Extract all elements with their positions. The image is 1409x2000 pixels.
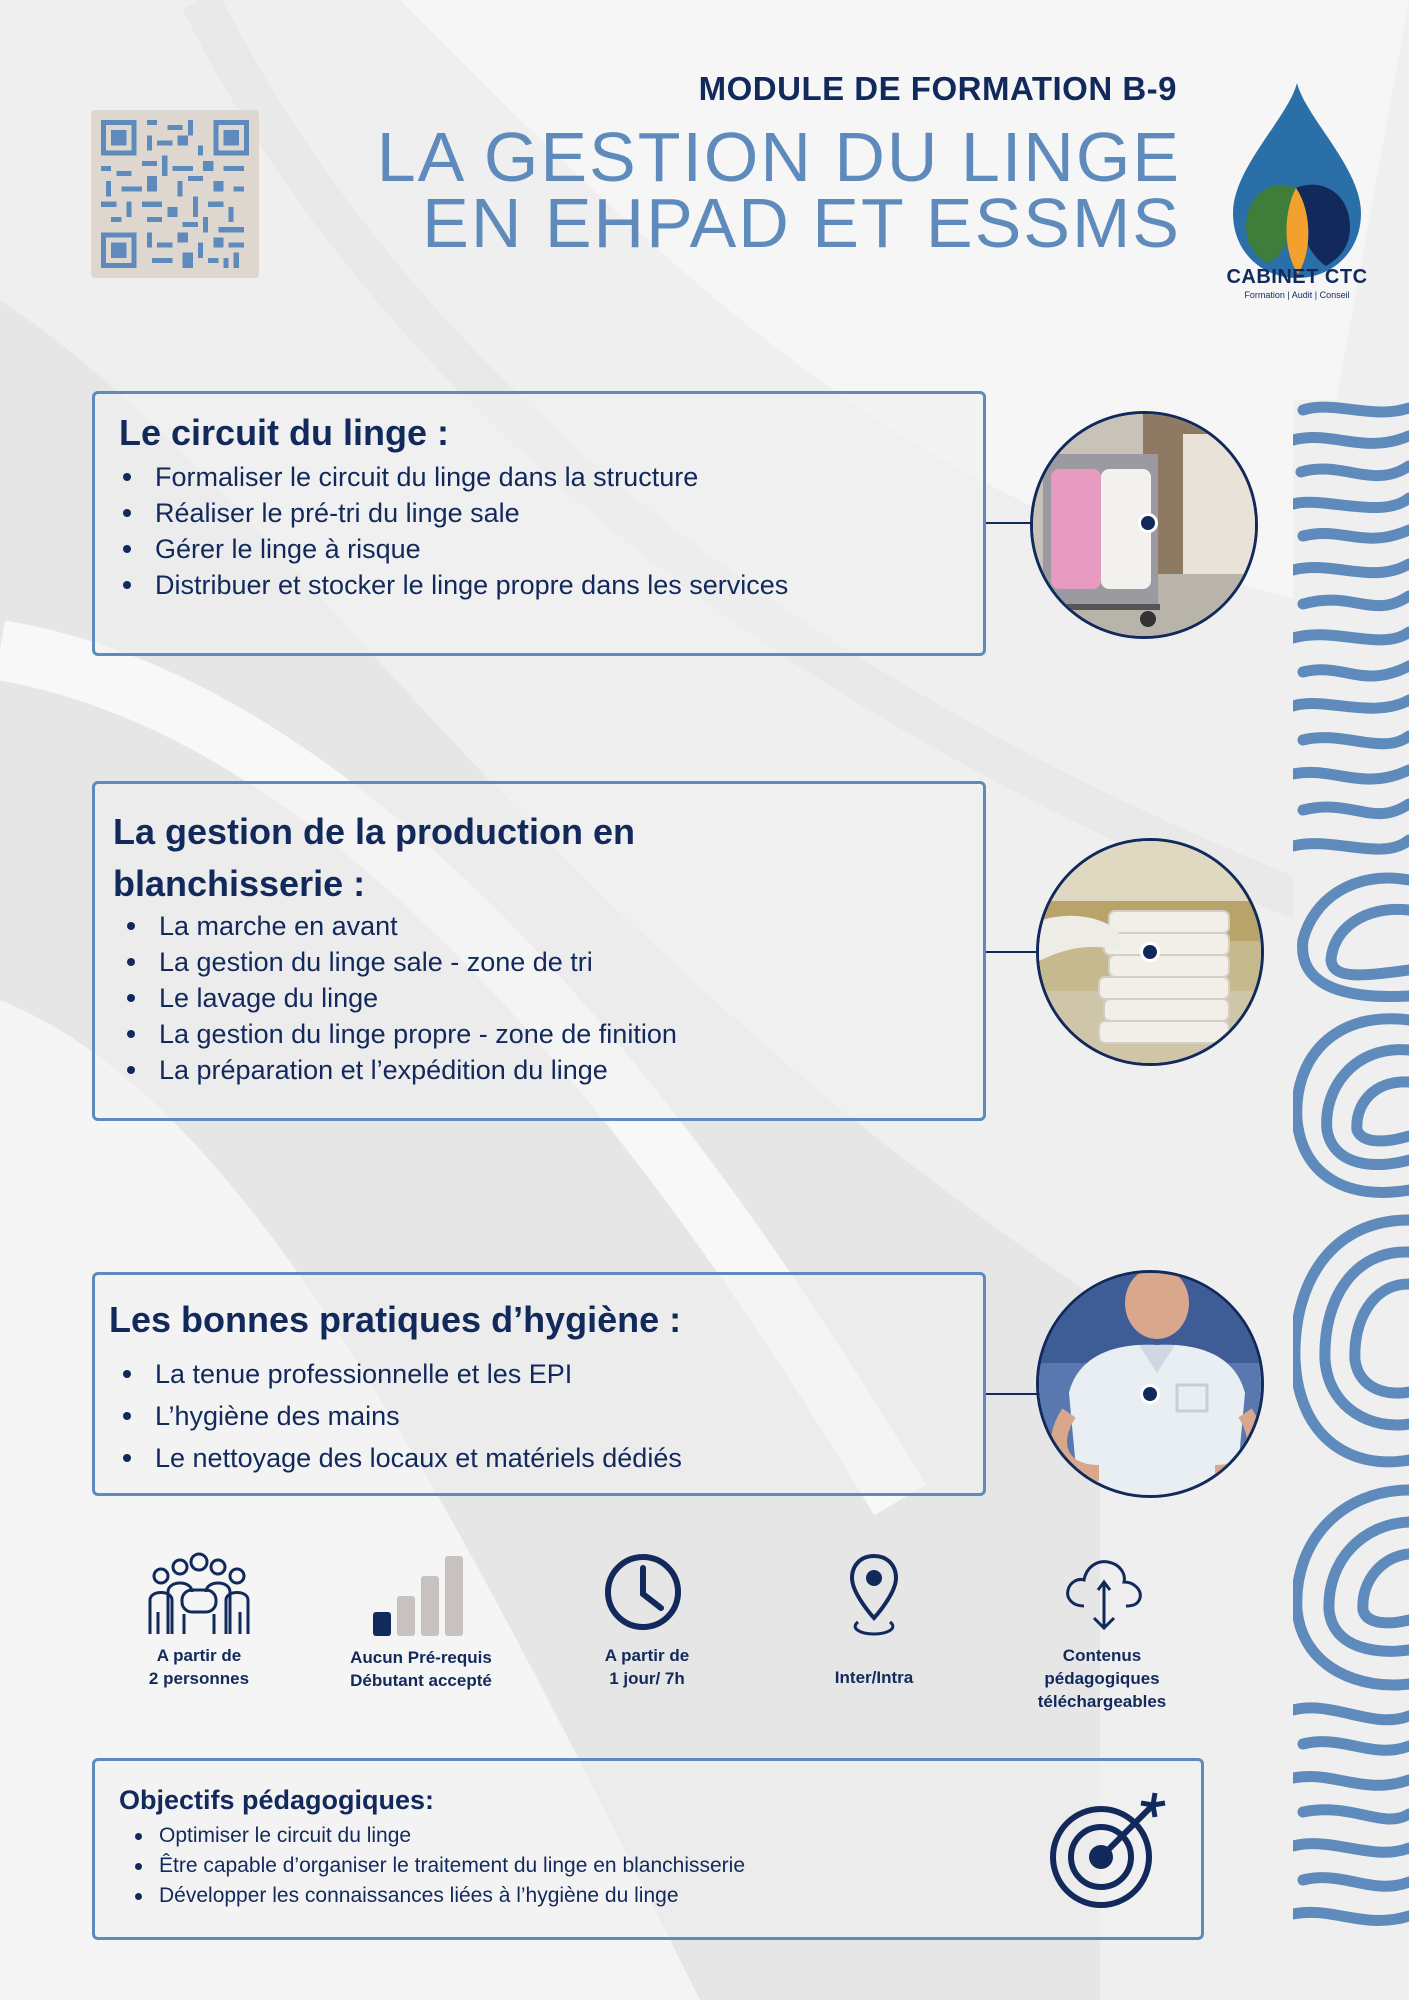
list-item: Gérer le linge à risque	[155, 531, 815, 567]
section-list	[155, 1353, 915, 1479]
location-pin-icon	[846, 1552, 902, 1636]
info-location-label: Inter/Intra	[834, 1668, 914, 1687]
list-item: La marche en avant	[159, 908, 879, 944]
fingerprint-decoration	[1293, 400, 1409, 1940]
list-item: Optimiser le circuit du linge	[159, 1821, 1059, 1851]
list-item: Réaliser le pré-tri du linge sale	[155, 495, 815, 531]
list-item: Le lavage du linge	[159, 980, 879, 1016]
list-item: Le nettoyage des locaux et matériels dédiés	[155, 1437, 915, 1479]
logo-name: CABINET CTC	[1226, 266, 1368, 288]
info-level-label: Aucun Pré-requis Débutant accepté	[350, 1648, 492, 1690]
section-production-blanchisserie	[92, 781, 986, 1121]
qr-code-icon	[101, 120, 249, 268]
list-item: L’hygiène des mains	[155, 1395, 915, 1437]
title-line-1: LA GESTION DU LINGE	[376, 118, 1181, 196]
qr-code[interactable]	[91, 110, 259, 278]
module-code: MODULE DE FORMATION B-9	[698, 70, 1177, 107]
section-bonnes-pratiques-hygiene	[92, 1272, 986, 1496]
list-item: La gestion du linge sale - zone de tri	[159, 944, 879, 980]
connector-dot	[1140, 942, 1160, 962]
page-title	[376, 118, 1181, 262]
list-item: Développer les connaissances liées à l’hygiène du linge	[159, 1881, 1059, 1911]
list-item: La tenue professionnelle et les EPI	[155, 1353, 915, 1395]
list-item: Formaliser le circuit du linge dans la structure	[155, 459, 815, 495]
connector-dot	[1140, 1384, 1160, 1404]
section-list	[159, 908, 879, 1088]
connector-dot	[1138, 513, 1158, 533]
list-item: La préparation et l’expédition du linge	[159, 1052, 879, 1088]
section-title: Le circuit du linge :	[119, 412, 450, 453]
info-group-label: A partir de 2 personnes	[148, 1646, 250, 1688]
section-list	[155, 459, 815, 603]
level-bars-icon	[373, 1554, 469, 1636]
section-title: Les bonnes pratiques d’hygiène :	[109, 1299, 682, 1340]
title-line-2: EN EHPAD ET ESSMS	[422, 184, 1181, 262]
list-item: Être capable d’organiser le traitement du linge en blanchisserie	[159, 1851, 1059, 1881]
group-icon	[146, 1552, 252, 1636]
section-circuit-du-linge	[92, 391, 986, 656]
info-duration-label: A partir de 1 jour/ 7h	[604, 1646, 690, 1688]
objectives-list	[159, 1821, 1059, 1911]
target-icon	[1045, 1791, 1171, 1911]
logo-tagline: Formation | Audit | Conseil	[1244, 290, 1350, 300]
list-item: Distribuer et stocker le linge propre dans les services	[155, 567, 815, 603]
info-content-label: Contenus pédagogiques téléchargeables	[1037, 1646, 1167, 1711]
list-item: La gestion du linge propre - zone de finition	[159, 1016, 879, 1052]
clock-icon	[603, 1552, 683, 1632]
cloud-download-icon	[1064, 1552, 1144, 1630]
section-title: La gestion de la production en blanchisserie :	[113, 811, 636, 904]
objectives-section	[92, 1758, 1204, 1940]
objectives-title: Objectifs pédagogiques:	[119, 1785, 435, 1815]
